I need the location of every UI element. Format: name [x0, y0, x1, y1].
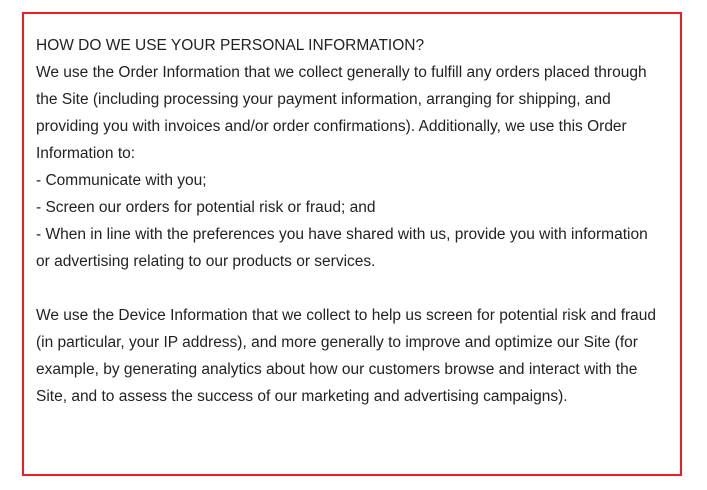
section-heading: HOW DO WE USE YOUR PERSONAL INFORMATION? — [36, 37, 425, 54]
bullet-item-communicate: - Communicate with you; — [36, 172, 207, 189]
paragraph-device-information: We use the Device Information that we collect to help us screen for potential risk and fraud (in particular, your IP address), and more generally to improve and optimize our Site (for example, by generating analytics about how our customers browse and interact with the Site, and to assess the success of our marketing and advertising campaigns). — [36, 307, 657, 405]
highlighted-policy-section — [22, 12, 682, 476]
bullet-item-screen-orders: - Screen our orders for potential risk or fraud; and — [36, 199, 376, 216]
paragraph-spacer — [36, 275, 658, 302]
paragraph-order-information: We use the Order Information that we collect generally to fulfill any orders placed through the Site (including processing your payment information, arranging for shipping, and providing you with invoices and/or order confirmations). Additionally, we use this Order Information to: — [36, 64, 647, 162]
bullet-item-preferences: - When in line with the preferences you have shared with us, provide you with information or advertising relating to our products or services. — [36, 226, 648, 270]
